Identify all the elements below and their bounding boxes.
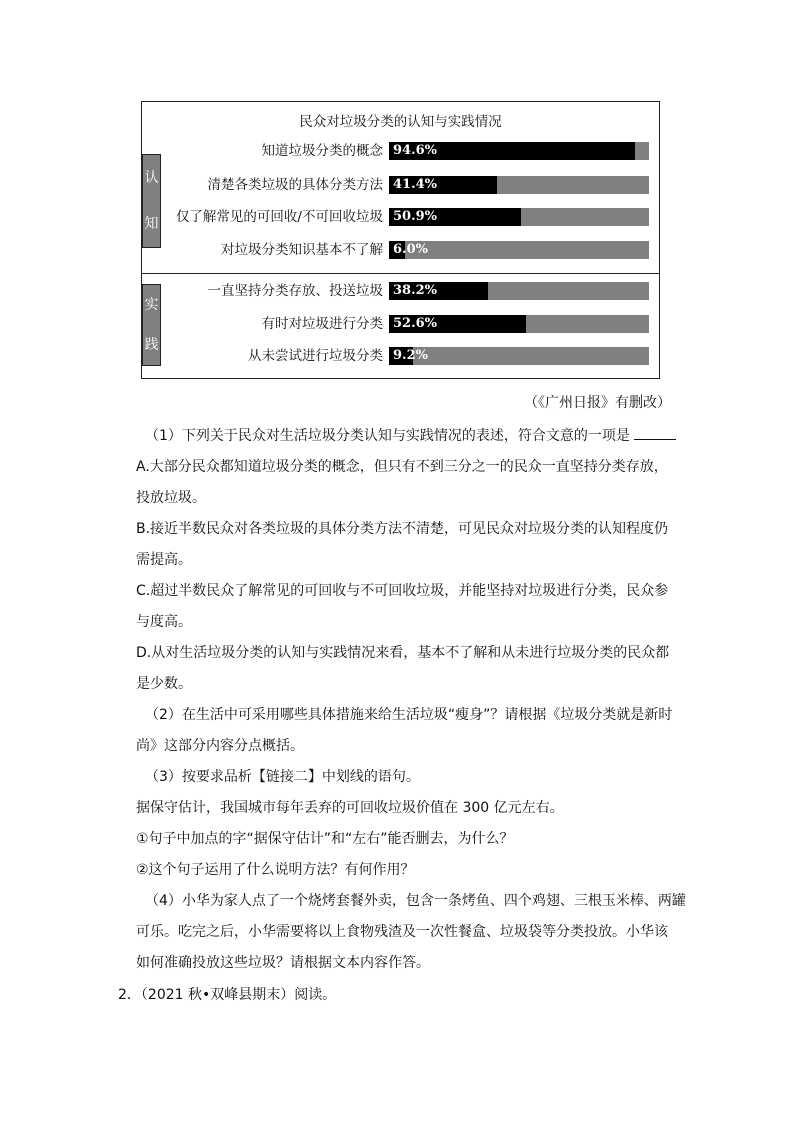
group-label-char: 知	[144, 216, 159, 232]
group-label-cognition	[142, 154, 161, 248]
chart-divider	[142, 273, 659, 274]
bar-track	[389, 176, 649, 194]
question-2-line-2: 尚》这部分内容分点概括。	[136, 738, 304, 754]
bar-category-label: 知道垃圾分类的概念	[261, 143, 383, 159]
bar-track	[389, 142, 649, 160]
group-label-char: 认	[144, 170, 159, 186]
question-1	[145, 427, 676, 445]
question-1-text: （1）下列关于民众对生活垃圾分类认知与实践情况的表述，符合文意的一项是	[145, 428, 630, 444]
bar-track	[389, 347, 649, 365]
bar-value-label: 9.2%	[393, 348, 428, 363]
next-item-heading: 2．（2021 秋•双峰县期末）阅读。	[118, 987, 337, 1003]
option-c-line-2: 与度高。	[136, 614, 192, 630]
question-3-sub-1: ①句子中加点的字“据保守估计”和“左右”能否删去，为什么？	[136, 831, 514, 847]
bar-track	[389, 241, 649, 259]
option-d-line-2: 是少数。	[136, 676, 192, 692]
option-b-line-2: 需提高。	[136, 552, 192, 568]
question-3-sub-2: ②这个句子运用了什么说明方法？有何作用？	[136, 862, 415, 878]
bar-track	[389, 315, 649, 333]
option-b-line-1: B.接近半数民众对各类垃圾的具体分类方法不清楚，可见民众对垃圾分类的认知程度仍	[136, 521, 669, 537]
bar-value-label: 52.6%	[393, 316, 438, 331]
group-label-char: 实	[144, 297, 159, 313]
option-d-line-1: D.从对生活垃圾分类的认知与实践情况来看，基本不了解和从未进行垃圾分类的民众都	[136, 645, 670, 661]
bar-value-label: 50.9%	[393, 209, 438, 224]
bar-value-label: 94.6%	[393, 143, 438, 158]
survey-bar-chart	[141, 101, 660, 379]
bar-track	[389, 282, 649, 300]
bar-track	[389, 208, 649, 226]
option-c-line-1: C.超过半数民众了解常见的可回收与不可回收垃圾，并能坚持对垃圾进行分类，民众参	[136, 583, 669, 599]
source-note: （《广州日报》有删改）	[524, 395, 671, 411]
bar-value-label: 38.2%	[393, 283, 438, 298]
question-3: （3）按要求品析【链接二】中划线的语句。	[145, 769, 420, 785]
question-3-sentence: 据保守估计，我国城市每年丢弃的可回收垃圾价值在 300 亿元左右。	[136, 800, 564, 816]
bar-value-label: 41.4%	[393, 177, 438, 192]
option-a-line-2: 投放垃圾。	[136, 490, 206, 506]
bar-value-label: 6.0%	[393, 242, 428, 257]
question-4-line-3: 如何准确投放这些垃圾？请根据文本内容作答。	[136, 955, 430, 971]
question-4-line-1: （4）小华为家人点了一个烧烤套餐外卖，包含一条烤鱼、四个鸡翅、三根玉米棒、两罐	[145, 893, 686, 909]
chart-title: 民众对垃圾分类的认知与实践情况	[299, 114, 502, 130]
group-label-char: 践	[144, 337, 159, 353]
question-4-line-2: 可乐。吃完之后，小华需要将以上食物残渣及一次性餐盒、垃圾袋等分类投放。小华该	[136, 924, 668, 940]
group-label-practice	[142, 284, 161, 366]
question-2-line-1: （2）在生活中可采用哪些具体措施来给生活垃圾“瘦身”？请根据《垃圾分类就是新时	[145, 707, 673, 723]
bar-category-label: 有时对垃圾进行分类	[261, 316, 383, 332]
bar-category-label: 仅了解常见的可回收/不可回收垃圾	[175, 209, 383, 225]
bar-category-label: 清楚各类垃圾的具体分类方法	[207, 177, 383, 193]
bar-category-label: 对垃圾分类知识基本不了解	[221, 242, 383, 258]
bar-category-label: 一直坚持分类存放、投送垃圾	[207, 283, 383, 299]
option-a-line-1: A.大部分民众都知道垃圾分类的概念，但只有不到三分之一的民众一直坚持分类存放，	[136, 459, 668, 475]
bar-category-label: 从未尝试进行垃圾分类	[248, 348, 383, 364]
answer-blank	[634, 427, 676, 440]
